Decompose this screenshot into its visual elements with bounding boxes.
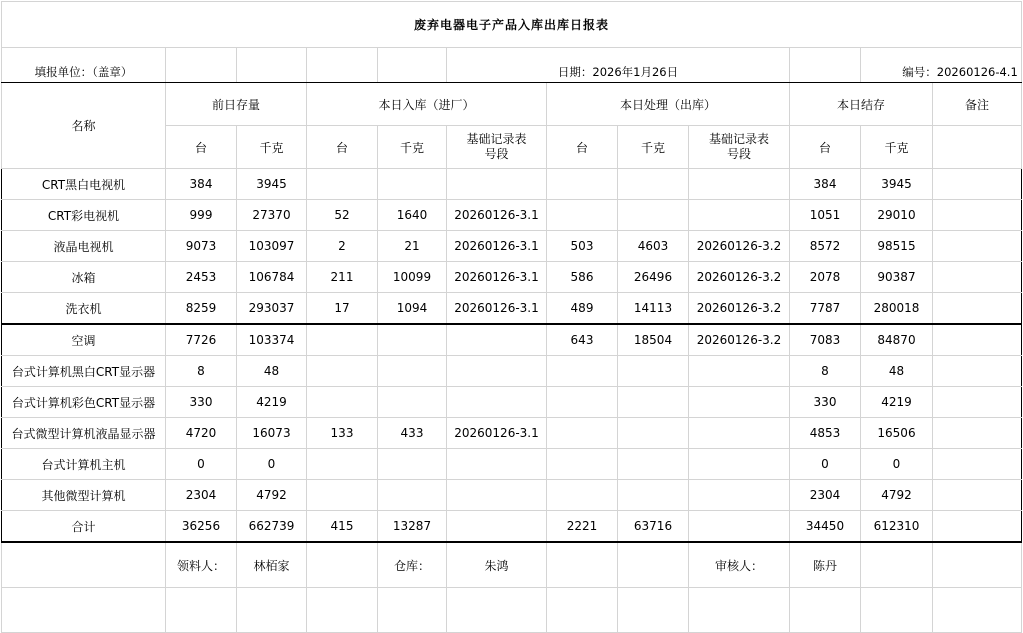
- empty-cell: [861, 588, 933, 633]
- meta-cell: [378, 48, 447, 83]
- header-prev-units: 台: [166, 126, 237, 169]
- cell-close-kg: 48: [861, 356, 933, 387]
- cell-prev-kg: 0: [237, 449, 307, 480]
- cell-in-units: [307, 324, 378, 356]
- table-row: [2, 324, 1022, 356]
- empty-cell: [689, 588, 790, 633]
- cell-out-units: 503: [547, 231, 618, 262]
- cell-in-kg: 1094: [378, 293, 447, 325]
- cell-out-kg: 4603: [618, 231, 689, 262]
- cell-in-kg: [378, 169, 447, 200]
- cell-prev-kg: 4219: [237, 387, 307, 418]
- cell-in-units: 133: [307, 418, 378, 449]
- cell-remark: [933, 231, 1022, 262]
- total-prev-kg: 662739: [237, 511, 307, 543]
- cell-item-name: 台式计算机主机: [2, 449, 166, 480]
- cell-prev-kg: 3945: [237, 169, 307, 200]
- cell-remark: [933, 293, 1022, 325]
- cell-close-kg: 0: [861, 449, 933, 480]
- table-row: [2, 356, 1022, 387]
- cell-prev-kg: 27370: [237, 200, 307, 231]
- cell-out-units: [547, 480, 618, 511]
- cell-item-name: CRT彩电视机: [2, 200, 166, 231]
- total-close-kg: 612310: [861, 511, 933, 543]
- receiver-label: 领料人：: [166, 542, 237, 588]
- cell-out-record-ref: [689, 200, 790, 231]
- cell-prev-units: 330: [166, 387, 237, 418]
- cell-remark: [933, 418, 1022, 449]
- cell-out-record-ref: 20260126-3.2: [689, 293, 790, 325]
- header-close-kg: 千克: [861, 126, 933, 169]
- meta-cell: [790, 48, 861, 83]
- header-closing: 本日结存: [790, 83, 933, 126]
- cell-remark: [933, 356, 1022, 387]
- cell-close-units: 8: [790, 356, 861, 387]
- cell-in-record-ref: [447, 169, 547, 200]
- cell-in-kg: [378, 356, 447, 387]
- cell-in-kg: 21: [378, 231, 447, 262]
- table-row: [2, 480, 1022, 511]
- cell-close-units: 0: [790, 449, 861, 480]
- cell-in-kg: 1640: [378, 200, 447, 231]
- cell-in-record-ref: [447, 480, 547, 511]
- cell-item-name: 空调: [2, 324, 166, 356]
- reviewer-label: 审核人：: [689, 542, 790, 588]
- cell-prev-kg: 293037: [237, 293, 307, 325]
- cell-prev-kg: 48: [237, 356, 307, 387]
- empty-cell: [237, 588, 307, 633]
- cell-out-record-ref: 20260126-3.2: [689, 324, 790, 356]
- cell-in-record-ref: [447, 356, 547, 387]
- header-in-record-range: 基础记录表 号段: [447, 126, 547, 169]
- total-out-record-ref: [689, 511, 790, 543]
- header-out-kg: 千克: [618, 126, 689, 169]
- sig-blank: [307, 542, 378, 588]
- report-table: [1, 1, 1022, 633]
- cell-out-units: 586: [547, 262, 618, 293]
- empty-cell: [790, 588, 861, 633]
- cell-out-kg: 18504: [618, 324, 689, 356]
- cell-out-kg: [618, 200, 689, 231]
- cell-out-record-ref: [689, 449, 790, 480]
- cell-prev-kg: 4792: [237, 480, 307, 511]
- cell-in-kg: 433: [378, 418, 447, 449]
- total-in-record-ref: [447, 511, 547, 543]
- cell-prev-units: 8: [166, 356, 237, 387]
- table-row: [2, 262, 1022, 293]
- signature-row: [2, 542, 1022, 588]
- cell-out-units: [547, 387, 618, 418]
- cell-prev-kg: 16073: [237, 418, 307, 449]
- cell-prev-kg: 103374: [237, 324, 307, 356]
- cell-in-record-ref: [447, 387, 547, 418]
- receiver-name: 林栢家: [237, 542, 307, 588]
- cell-close-kg: 3945: [861, 169, 933, 200]
- total-out-kg: 63716: [618, 511, 689, 543]
- cell-out-units: 489: [547, 293, 618, 325]
- empty-cell: [618, 588, 689, 633]
- cell-item-name: 台式计算机黑白CRT显示器: [2, 356, 166, 387]
- cell-in-record-ref: 20260126-3.1: [447, 293, 547, 325]
- cell-item-name: CRT黑白电视机: [2, 169, 166, 200]
- table-row: [2, 449, 1022, 480]
- cell-out-kg: [618, 169, 689, 200]
- table-row: [2, 387, 1022, 418]
- cell-out-units: [547, 200, 618, 231]
- cell-close-units: 1051: [790, 200, 861, 231]
- cell-item-name: 其他微型计算机: [2, 480, 166, 511]
- cell-out-units: [547, 169, 618, 200]
- cell-close-units: 2304: [790, 480, 861, 511]
- sig-blank: [547, 542, 618, 588]
- header-out-record-range: 基础记录表 号段: [689, 126, 790, 169]
- header-processed: 本日处理（出库）: [547, 83, 790, 126]
- cell-in-record-ref: 20260126-3.1: [447, 200, 547, 231]
- sig-blank: [861, 542, 933, 588]
- table-row: [2, 169, 1022, 200]
- empty-cell: [378, 588, 447, 633]
- cell-out-units: [547, 356, 618, 387]
- cell-prev-kg: 106784: [237, 262, 307, 293]
- header-close-units: 台: [790, 126, 861, 169]
- cell-out-kg: [618, 480, 689, 511]
- cell-out-kg: [618, 418, 689, 449]
- table-row: [2, 293, 1022, 325]
- cell-close-kg: 4792: [861, 480, 933, 511]
- report-title: 废弃电器电子产品入库出库日报表: [2, 2, 1022, 48]
- warehouse-name: 朱鸿: [447, 542, 547, 588]
- cell-remark: [933, 449, 1022, 480]
- cell-close-kg: 16506: [861, 418, 933, 449]
- header-prev-kg: 千克: [237, 126, 307, 169]
- header-prev-stock: 前日存量: [166, 83, 307, 126]
- cell-close-units: 7787: [790, 293, 861, 325]
- cell-out-kg: [618, 387, 689, 418]
- meta-cell: [166, 48, 237, 83]
- cell-out-record-ref: [689, 356, 790, 387]
- cell-in-units: [307, 449, 378, 480]
- cell-in-record-ref: [447, 449, 547, 480]
- report-number: 编号：20260126-4.1: [861, 48, 1022, 83]
- cell-close-units: 2078: [790, 262, 861, 293]
- reviewer-name: 陈丹: [790, 542, 861, 588]
- total-in-kg: 13287: [378, 511, 447, 543]
- cell-prev-units: 999: [166, 200, 237, 231]
- header-remarks-blank: [933, 126, 1022, 169]
- header-remarks: 备注: [933, 83, 1022, 126]
- cell-close-kg: 98515: [861, 231, 933, 262]
- cell-prev-units: 2304: [166, 480, 237, 511]
- cell-prev-units: 384: [166, 169, 237, 200]
- cell-out-units: 643: [547, 324, 618, 356]
- cell-prev-units: 9073: [166, 231, 237, 262]
- cell-in-units: [307, 356, 378, 387]
- cell-out-record-ref: 20260126-3.2: [689, 231, 790, 262]
- cell-in-units: [307, 387, 378, 418]
- total-out-units: 2221: [547, 511, 618, 543]
- total-prev-units: 36256: [166, 511, 237, 543]
- cell-out-kg: [618, 449, 689, 480]
- empty-cell: [933, 588, 1022, 633]
- header-name: 名称: [2, 83, 166, 169]
- cell-in-record-ref: 20260126-3.1: [447, 262, 547, 293]
- cell-remark: [933, 262, 1022, 293]
- total-in-units: 415: [307, 511, 378, 543]
- header-out-units: 台: [547, 126, 618, 169]
- cell-out-record-ref: [689, 480, 790, 511]
- cell-out-kg: 14113: [618, 293, 689, 325]
- cell-in-units: [307, 480, 378, 511]
- cell-in-kg: 10099: [378, 262, 447, 293]
- table-row: [2, 200, 1022, 231]
- cell-prev-units: 4720: [166, 418, 237, 449]
- cell-close-kg: 90387: [861, 262, 933, 293]
- cell-close-kg: 29010: [861, 200, 933, 231]
- meta-cell: [307, 48, 378, 83]
- sig-blank: [933, 542, 1022, 588]
- empty-cell: [166, 588, 237, 633]
- cell-prev-kg: 103097: [237, 231, 307, 262]
- cell-prev-units: 8259: [166, 293, 237, 325]
- cell-close-units: 7083: [790, 324, 861, 356]
- cell-in-units: 17: [307, 293, 378, 325]
- table-row: [2, 418, 1022, 449]
- cell-in-record-ref: [447, 324, 547, 356]
- cell-out-kg: 26496: [618, 262, 689, 293]
- cell-item-name: 台式计算机彩色CRT显示器: [2, 387, 166, 418]
- total-close-units: 34450: [790, 511, 861, 543]
- cell-close-kg: 84870: [861, 324, 933, 356]
- sig-blank: [618, 542, 689, 588]
- cell-close-kg: 280018: [861, 293, 933, 325]
- cell-out-record-ref: [689, 387, 790, 418]
- sig-blank: [2, 542, 166, 588]
- empty-cell: [447, 588, 547, 633]
- cell-close-kg: 4219: [861, 387, 933, 418]
- cell-in-kg: [378, 387, 447, 418]
- cell-remark: [933, 387, 1022, 418]
- cell-remark: [933, 200, 1022, 231]
- cell-remark: [933, 480, 1022, 511]
- cell-close-units: 8572: [790, 231, 861, 262]
- total-remark: [933, 511, 1022, 543]
- cell-item-name: 台式微型计算机液晶显示器: [2, 418, 166, 449]
- cell-out-record-ref: 20260126-3.2: [689, 262, 790, 293]
- cell-remark: [933, 324, 1022, 356]
- cell-remark: [933, 169, 1022, 200]
- cell-item-name: 洗衣机: [2, 293, 166, 325]
- total-item-name: 合计: [2, 511, 166, 543]
- empty-cell: [307, 588, 378, 633]
- empty-row: [2, 588, 1022, 633]
- cell-out-record-ref: [689, 418, 790, 449]
- cell-prev-units: 0: [166, 449, 237, 480]
- cell-close-units: 384: [790, 169, 861, 200]
- header-in-kg: 千克: [378, 126, 447, 169]
- cell-in-units: 2: [307, 231, 378, 262]
- empty-cell: [547, 588, 618, 633]
- cell-out-kg: [618, 356, 689, 387]
- cell-in-kg: [378, 449, 447, 480]
- header-inbound: 本日入库（进厂）: [307, 83, 547, 126]
- cell-in-units: 211: [307, 262, 378, 293]
- cell-in-record-ref: 20260126-3.1: [447, 231, 547, 262]
- cell-out-record-ref: [689, 169, 790, 200]
- cell-close-units: 4853: [790, 418, 861, 449]
- cell-in-units: 52: [307, 200, 378, 231]
- cell-in-kg: [378, 324, 447, 356]
- total-row: [2, 511, 1022, 543]
- table-row: [2, 231, 1022, 262]
- reporting-unit-label: 填报单位：（盖章）: [2, 48, 166, 83]
- empty-cell: [2, 588, 166, 633]
- cell-item-name: 冰箱: [2, 262, 166, 293]
- cell-out-units: [547, 418, 618, 449]
- cell-in-kg: [378, 480, 447, 511]
- cell-in-record-ref: 20260126-3.1: [447, 418, 547, 449]
- cell-close-units: 330: [790, 387, 861, 418]
- cell-out-units: [547, 449, 618, 480]
- cell-item-name: 液晶电视机: [2, 231, 166, 262]
- cell-prev-units: 7726: [166, 324, 237, 356]
- report-date: 日期：2026年1月26日: [447, 48, 790, 83]
- warehouse-label: 仓库：: [378, 542, 447, 588]
- meta-cell: [237, 48, 307, 83]
- cell-prev-units: 2453: [166, 262, 237, 293]
- header-in-units: 台: [307, 126, 378, 169]
- cell-in-units: [307, 169, 378, 200]
